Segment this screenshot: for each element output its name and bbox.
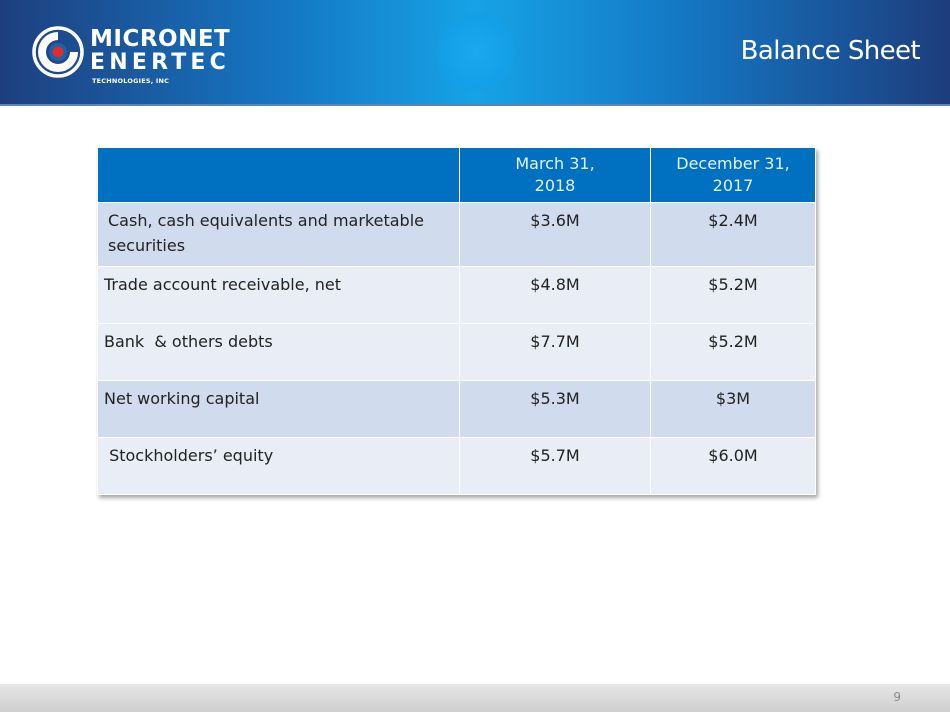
table-row bbox=[98, 203, 816, 267]
balance-sheet-table bbox=[97, 147, 816, 495]
value-march-2018: $7.7M bbox=[460, 324, 651, 381]
value-december-2017: $6.0M bbox=[651, 438, 816, 495]
value-march-2018: $4.8M bbox=[460, 267, 651, 324]
table-row bbox=[98, 438, 816, 495]
slide-header bbox=[0, 0, 950, 106]
logo-name-line1: MICRONET bbox=[90, 26, 231, 52]
row-label: Net working capital bbox=[98, 381, 460, 438]
table-row bbox=[98, 324, 816, 381]
table-row bbox=[98, 267, 816, 324]
row-label: Bank & others debts bbox=[98, 324, 460, 381]
logo-tagline: TECHNOLOGIES, INC bbox=[92, 77, 170, 85]
row-label: Trade account receivable, net bbox=[98, 267, 460, 324]
slide-footer bbox=[0, 684, 950, 712]
row-label: Cash, cash equivalents and marketable securities bbox=[98, 203, 460, 267]
header-glow bbox=[436, 12, 516, 92]
table-header-row bbox=[98, 148, 816, 203]
value-december-2017: $5.2M bbox=[651, 324, 816, 381]
logo-mark-icon bbox=[32, 26, 84, 78]
column-header-march-2018: March 31, 2018 bbox=[460, 148, 651, 203]
column-header-december-2017: December 31, 2017 bbox=[651, 148, 816, 203]
logo-name-line2: ENERTEC bbox=[90, 50, 231, 75]
slide-title: Balance Sheet bbox=[740, 36, 920, 66]
value-december-2017: $2.4M bbox=[651, 203, 816, 267]
column-header-label bbox=[98, 148, 460, 203]
value-march-2018: $3.6M bbox=[460, 203, 651, 267]
value-december-2017: $5.2M bbox=[651, 267, 816, 324]
table-row bbox=[98, 381, 816, 438]
value-december-2017: $3M bbox=[651, 381, 816, 438]
value-march-2018: $5.7M bbox=[460, 438, 651, 495]
page-number: 9 bbox=[893, 690, 901, 704]
value-march-2018: $5.3M bbox=[460, 381, 651, 438]
row-label: Stockholders’ equity bbox=[98, 438, 460, 495]
company-logo bbox=[32, 24, 242, 90]
